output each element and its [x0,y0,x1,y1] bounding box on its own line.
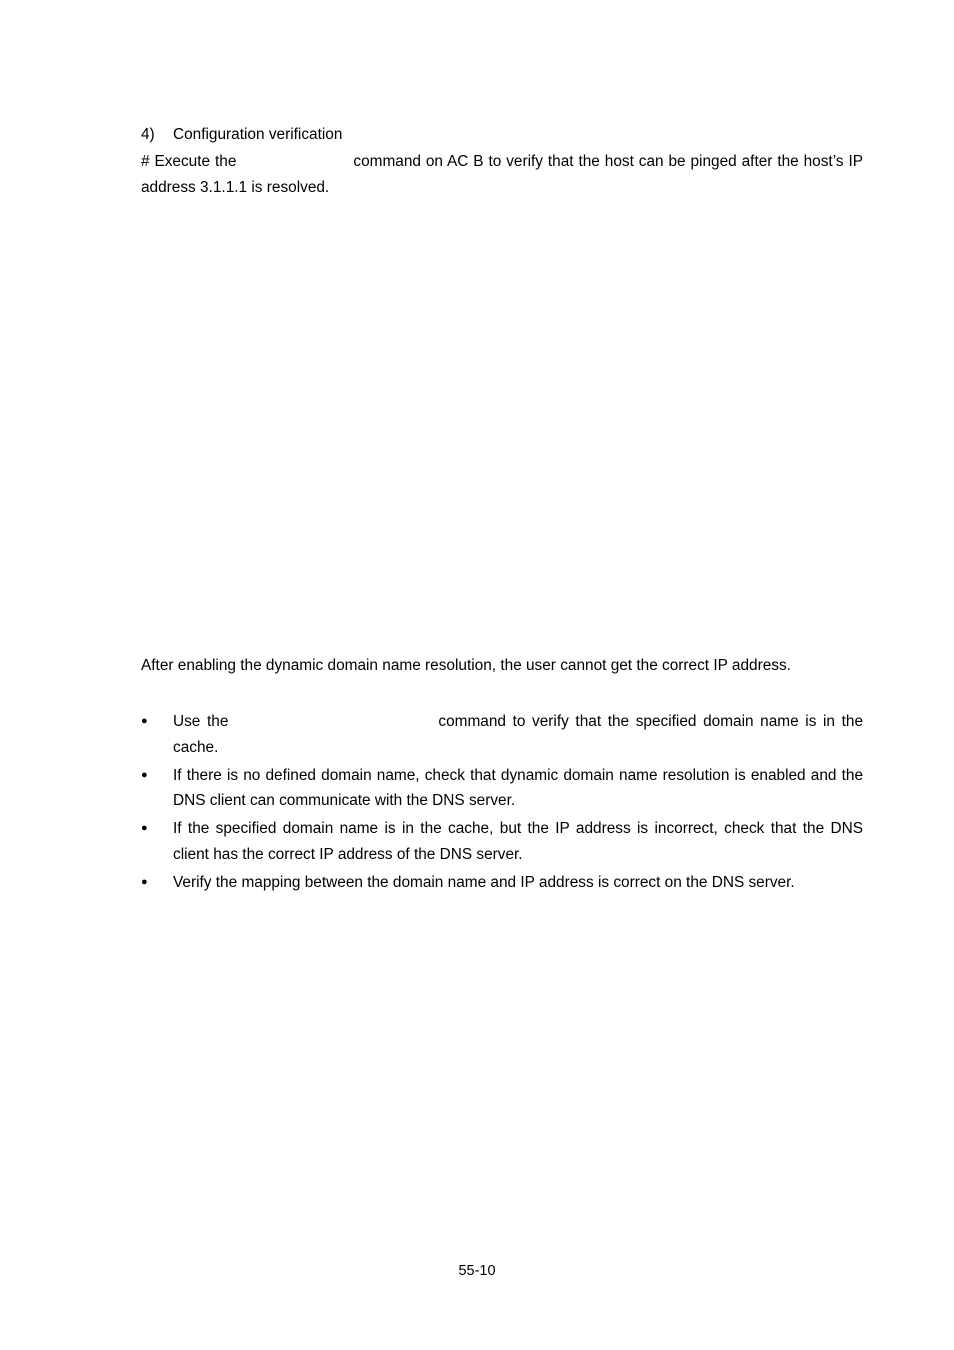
step-number: 4) [141,126,155,143]
verification-paragraph [141,149,863,200]
verification-suffix: command on AC B to verify that the host can be pinged after the host’s IP address 3.1.1.1 is resolved. [141,153,863,196]
bullet-text: Verify the mapping between the domain name and IP address is correct on the DNS server. [173,873,795,891]
list-item [141,870,863,896]
page-number: 55-10 [458,1263,496,1279]
list-item [141,763,863,814]
bullet-icon: ● [141,822,148,834]
bullet-prefix: Use the [173,713,229,730]
step-title: Configuration verification [173,126,343,143]
list-item [141,816,863,867]
list-item [141,709,863,760]
bullet-text: If the specified domain name is in the cache, but the IP address is incorrect, check that the DNS client has the correct IP address of the DNS server. [173,820,863,863]
bullet-text: If there is no defined domain name, check that dynamic domain name resolution is enabled and the DNS client can communicate with the DNS server. [173,766,863,809]
step-heading [141,122,863,148]
bullet-icon: ● [141,875,148,888]
bullet-icon: ● [141,768,148,781]
solution-list [141,709,863,898]
bullet-icon: ● [141,715,148,727]
verification-prefix: # Execute the [141,153,237,170]
bullet-suffix: command to verify that the specified domain name is in the cache. [173,713,864,756]
symptom-paragraph: After enabling the dynamic domain name resolution, the user cannot get the correct IP address. [141,657,791,674]
